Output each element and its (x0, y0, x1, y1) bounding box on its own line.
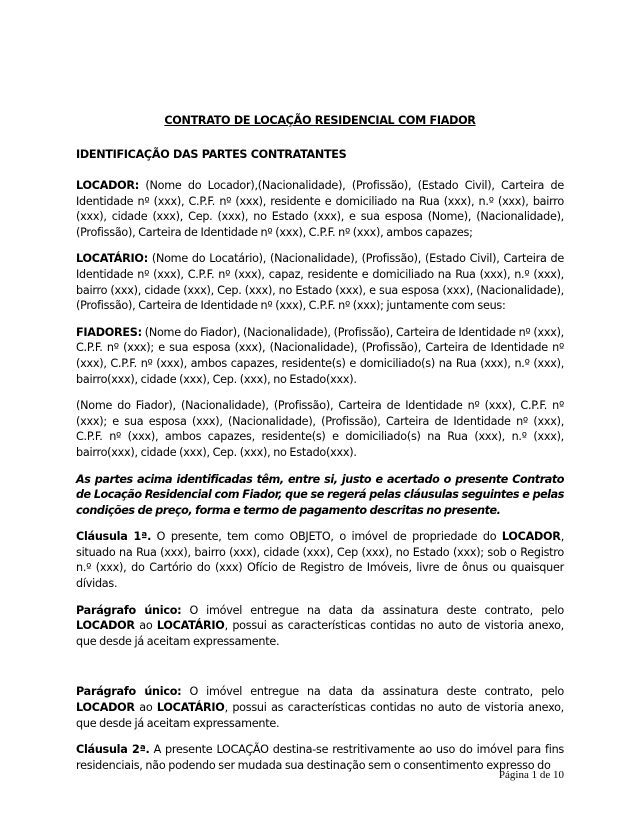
paragrafo-unico-1-label: Parágrafo único: (76, 603, 182, 617)
section-heading: IDENTIFICAÇÃO DAS PARTES CONTRATANTES (76, 148, 347, 161)
clausula-1 (76, 529, 564, 591)
clausula-1-locador: LOCADOR (501, 530, 561, 544)
paragrafo-unico-2 (76, 684, 564, 731)
paragrafo-unico-1-ao: ao (134, 619, 157, 633)
fiador-paragraph: (Nome do Fiador), (Nacionalidade), (Profissão), Carteira de Identidade nº (xxx), C.P.F. nº (xxx); e sua esposa (xxx), (Nacionalidade), (Profissão), Carteira de Identidade nº (xxx), C.P.F. nº (xxx), ambos capazes, residente(s) e domiciliado(s) na Rua (xxx), n.º (xxx), bairro(xxx), cidade (xxx), Cep. (xxx), no Estado(xxx). (76, 399, 564, 459)
clausula-1-text: O presente, tem como OBJETO, o imóvel de propriedade do (151, 530, 502, 544)
fiadores-label: FIADORES: (76, 325, 142, 339)
document-page (76, 114, 564, 784)
paragrafo-unico-1-locador: LOCADOR (76, 619, 135, 633)
clausula-2-label: Cláusula 2ª. (76, 743, 150, 757)
locador-label: LOCADOR: (76, 179, 139, 192)
locatario-label: LOCATÁRIO: (76, 252, 148, 266)
fiadores-paragraph (76, 325, 564, 387)
clausula-1-label: Cláusula 1ª. (76, 530, 152, 544)
contract-title: CONTRATO DE LOCAÇÃO RESIDENCIAL COM FIADOR (164, 114, 476, 127)
fiadores-text: (Nome do Fiador), (Nacionalidade), (Profissão), Carteira de Identidade nº (xxx), C.P.F. nº (xxx); e sua esposa (xxx), (Nacionalidade), (Profissão), Carteira de Identidade nº (xxx), C.P.F. nº (xxx), ambos capazes, residente(s) e domiciliado(s) na Rua (xxx), n.º (xxx), bairro(xxx), cidade (xxx), Cep. (xxx), no Estado(xxx). (76, 325, 564, 386)
blank-space (76, 660, 564, 684)
paragrafo-unico-2-text-end: , possui as características contidas no auto de vistoria anexo, que desde já aceitam expressamente. (76, 701, 564, 730)
paragrafo-unico-1 (76, 603, 564, 650)
locatario-text: (Nome do Locatário), (Nacionalidade), (Profissão), (Estado Civil), Carteira de Identidade nº (xxx), C.P.F. nº (xxx), capaz, residente e domiciliado na Rua (xxx), n.º (xxx), bairro (xxx), cidade (xxx), Cep. (xxx), no Estado (xxx), e sua esposa (xxx), (Nacionalidade), (Profissão), Carteira de Identidade nº (xxx), C.P.F. nº (xxx); juntamente com seus: (76, 252, 564, 313)
paragrafo-unico-1-locatario: LOCATÁRIO (156, 619, 225, 633)
paragrafo-unico-2-label: Parágrafo único: (76, 685, 182, 699)
paragrafo-unico-2-text: O imóvel entregue na data da assinatura deste contrato, pelo (181, 685, 565, 699)
locador-text: (Nome do Locador),(Nacionalidade), (Profissão), (Estado Civil), Carteira de Identidade nº (xxx), C.P.F. nº (xxx), residente e domiciliado na Rua (xxx), n.º (xxx), bairro (xxx), cidade (xxx), Cep. (xxx), no Estado (xxx), e sua esposa (Nome), (Nacionalidade), (Profissão), Carteira de Identidade nº (xxx), C.P.F. nº (xxx), ambos capazes; (76, 179, 564, 239)
locador-paragraph (76, 178, 564, 240)
clausula-2-text: A presente LOCAÇÃO destina-se restritivamente ao uso do imóvel para fins residenciais, não podendo ser mudada sua destinação sem o consentimento expresso do (76, 743, 565, 772)
agreement-statement: As partes acima identificadas têm, entre si, justo e acertado o presente Contrato de Locação Residencial com Fiador, que se regerá pelas cláusulas seguintes e pelas condições de preço, forma e termo de pagamento descritas no presente. (76, 472, 564, 517)
locatario-paragraph (76, 251, 564, 313)
clausula-1-text-end: , situado na Rua (xxx), bairro (xxx), cidade (xxx), Cep (xxx), no Estado (xxx); sob o Registro n.º (xxx), do Cartório do (xxx) Ofício de Registro de Imóveis, livre de ônus ou quaisquer dívidas. (76, 530, 564, 591)
paragrafo-unico-2-locador: LOCADOR (76, 701, 135, 715)
paragrafo-unico-1-text-end: , possui as características contidas no auto de vistoria anexo, que desde já aceitam expressamente. (76, 619, 564, 648)
paragrafo-unico-2-locatario: LOCATÁRIO (156, 701, 225, 715)
paragrafo-unico-2-ao: ao (134, 701, 157, 715)
paragrafo-unico-1-text: O imóvel entregue na data da assinatura deste contrato, pelo (181, 603, 565, 617)
page-number: Página 1 de 10 (498, 769, 564, 781)
